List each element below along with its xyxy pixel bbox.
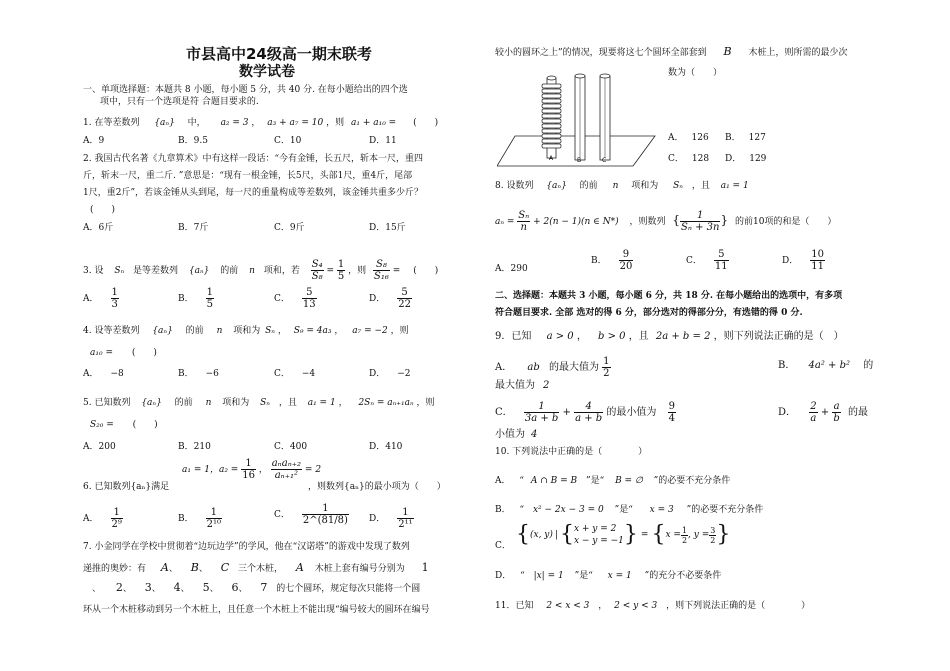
q7-right-line2: 数为（ ）: [668, 68, 723, 78]
q5-option-a: A．200: [83, 442, 116, 452]
q10-option-c: {(x, y) |{ x + y = 2 x − y = −1 } = {x = $\frac{1}{2}$ , y = $\frac{3}{2}$ }: [516, 522, 731, 547]
q9-text-a: 9．已知: [495, 331, 532, 342]
q8-text-b: 的前: [579, 181, 598, 191]
q3-option-c: C． $\frac{5}{13}$: [274, 287, 316, 310]
q8-text-d: ，且: [691, 181, 710, 191]
q5-sn: Sₙ: [260, 398, 270, 408]
q5-ask: S₂₀ =: [90, 420, 114, 430]
q7-line2: 递推的奥妙：有 A、 B、 C 三个木桩， A 木桩上套有编号分别为 1: [83, 561, 429, 574]
q3-eq2: =: [392, 266, 401, 276]
q6-option-a: A． $\frac{1}{\text{2⁹}}$: [83, 507, 122, 530]
q10-option-d: D． “ |x| = 1 ”是“ x = 1 ”的充分不必要条件: [495, 571, 722, 581]
q9-cond1: a > 0: [546, 331, 574, 342]
q8-option-c: C． $\frac{5}{11}$: [686, 249, 728, 272]
q1-paren: ( ): [413, 118, 439, 128]
q1-option-b: B．9.5: [178, 136, 208, 146]
q7-right-line1: 较小的圆环之上”的情况，现要将这七个圆环全部套到 B 木桩上，则所需的最少次: [495, 45, 848, 58]
q6-condition: a₁ = 1，a₂ = $\frac{1}{16}$ ， $\frac{\text{aₙaₙ₊₂}}{\text{aₙ₊₁²}}$ = 2: [182, 458, 322, 481]
q6-option-d: D． $\frac{1}{\text{2¹¹}}$: [369, 507, 413, 530]
q4-option-c: C． −4: [274, 369, 316, 379]
q8-formula: aₙ = $\frac{\text{Sₙ}}{n}$ + 2(n − 1)(n ∈ N*) ，则数列 { $\frac{1}{\text{Sₙ + 3n}}$ } 的前10项的和是（ ）: [495, 210, 837, 233]
hanoi-label-b: B: [577, 157, 582, 164]
q5-cond1: a₁ = 1: [307, 398, 336, 408]
q3-eq: =: [326, 266, 334, 276]
section1-instruction: 一、单项选择题：本题共 8 小题，每小题 5 分，共 40 分. 在每小题给出的四个选: [83, 85, 408, 95]
q10-option-b: B． “ x² − 2x − 3 = 0 ”是“ x = 3 ”的必要不充分条件: [495, 505, 764, 515]
q9-option-c: C． $\frac{1}{3a + b}$ + $\frac{4}{a + b}$ 的最小值为 $\frac{9}{4}$: [495, 401, 675, 424]
q5-option-b: B．210: [178, 442, 211, 452]
q3-frac-s4-s8: $\frac{\text{S₄}}{\text{S₈}}$: [311, 259, 323, 282]
q3-text-c: 的前: [220, 266, 239, 276]
q1-option-a: A．9: [83, 136, 105, 146]
hanoi-tower-figure: [497, 70, 657, 170]
section2-instruction: 二、选择题：本题共 3 小题，每小题 6 分，共 18 分. 在每小题给出的选项中，有多项: [495, 291, 843, 301]
q1-seq: {aₙ}: [154, 118, 175, 128]
q4-cond2: a₇ = −2: [352, 326, 388, 336]
q2-line2: 斤，斩末一尺，重二斤. ”意思是：“现有一根金锤，长5尺，头部1尺，重4斤，尾部: [83, 171, 413, 181]
q1-cond1: a₂ = 3: [220, 118, 249, 128]
q4-paren: ( ): [131, 348, 157, 358]
q3-paren: ( ): [413, 266, 439, 276]
q2-option-b: B．7斤: [178, 223, 209, 233]
q3-text-a: 3. 设: [83, 266, 104, 276]
q8-cond1: a₁ = 1: [720, 181, 749, 191]
q1-stem: 1. 在等差数列: [83, 118, 140, 128]
q1-option-d: D．11: [369, 136, 397, 146]
q10-stem: 10. 下列说法中正确的是（ ）: [495, 447, 648, 457]
q8-n: n: [612, 181, 619, 191]
q8-option-a: A．290: [495, 264, 528, 274]
q11-cond1: 2 < x < 3: [546, 601, 590, 611]
q9-cond2: b > 0: [598, 331, 626, 342]
q2-paren: ( ): [90, 205, 116, 215]
q9-text-b: ，且: [628, 331, 649, 342]
q1-ask: a₁ + a₁₀ =: [351, 118, 397, 128]
q9-text-c: ，则下列说法正确的是（ ）: [713, 331, 844, 342]
q5-option-d: D．410: [369, 442, 403, 452]
hanoi-label-c: C: [602, 157, 607, 164]
q9-option-a: A． ab 的最大值为 $\frac{1}{2}$: [495, 356, 610, 379]
q3-sn: Sₙ: [114, 266, 125, 276]
q3-frac-s8-s16: $\frac{\text{S₈}}{\text{S₁₆}}$: [374, 259, 389, 282]
q7-line3: 、 2、 3、 4、 5、 6、 7 的七个圆环，规定每次只能将一个圆: [92, 581, 421, 594]
q3-frac-1-5: $\frac{1}{5}$: [337, 259, 345, 282]
q3-option-a: A． $\frac{1}{3}$: [83, 287, 118, 310]
q5-text-c: 项和为: [222, 398, 250, 408]
q11-cond2: 2 < y < 3: [614, 601, 658, 611]
q4-text-c: 项和为: [233, 326, 261, 336]
q5-text-d: ，且: [278, 398, 297, 408]
q4-seq: {aₙ}: [152, 326, 173, 336]
q5-text-e: ，则: [416, 398, 435, 408]
q5-seq: {aₙ}: [141, 398, 162, 408]
q3-text-b: 是等差数列: [133, 266, 179, 276]
q9-option-b: B． 4a² + b² 的: [778, 360, 874, 371]
q2-option-d: D．15斤: [369, 223, 406, 233]
q9-option-d: D． $\frac{2}{a}$ + $\frac{a}{b}$ 的最: [778, 401, 868, 424]
q4-text-b: 的前: [185, 326, 204, 336]
q7-line1: 7. 小金同学在学校中贯彻着“边玩边学”的学风，他在“汉诺塔”的游戏中发现了数列: [83, 542, 410, 552]
q1-comma: ，: [251, 118, 261, 128]
q5-text-b: 的前: [174, 398, 193, 408]
q4-comma2: ，: [334, 326, 344, 336]
q8-seq: {aₙ}: [546, 181, 567, 191]
q10-option-a: A． “ A ∩ B = B ”是“ B = ∅ ”的必要不充分条件: [495, 476, 731, 486]
q7-option-a: A． 126: [668, 133, 709, 143]
q4-text-d: ，则: [390, 326, 409, 336]
q3-seq: {aₙ}: [188, 266, 210, 276]
q3-n: n: [249, 266, 255, 276]
q11-text-a: 11．已知: [495, 601, 534, 611]
q8-sn: Sₙ: [673, 181, 683, 191]
q9-option-d-line2: 小值为 4: [495, 429, 538, 440]
q5-text-a: 5. 已知数列: [83, 398, 131, 408]
section1-instruction-2: 项中，只有一个选项是符 合题目要求的.: [100, 97, 259, 107]
q4-ask: a₁₀ =: [90, 348, 113, 358]
q3-option-b: B． $\frac{1}{5}$: [178, 287, 213, 310]
q3-option-d: D． $\frac{5}{22}$: [369, 287, 411, 310]
q11-text-b: ，则下列说法正确的是（ ）: [666, 601, 811, 611]
q5-option-c: C．400: [274, 442, 308, 452]
q1-cond2: a₃ + a₇ = 10: [267, 118, 324, 128]
q5-comma: ，: [338, 398, 348, 408]
q7-line4: 环从一个木桩移动到另一个木桩上，且任意一个木桩上不能出现“编号较大的圆环在编号: [83, 605, 430, 615]
q10-option-c-label: C．: [495, 541, 511, 551]
q4-option-a: A． −8: [83, 369, 124, 379]
q5-paren: ( ): [132, 420, 158, 430]
q8-option-b: B． $\frac{9}{20}$: [591, 249, 633, 272]
q9-cond3: 2a + b = 2: [655, 331, 711, 342]
q6-option-b: B． $\frac{1}{\text{2¹⁰}}$: [178, 507, 222, 530]
q4-text-a: 4. 设等差数列: [83, 326, 140, 336]
q3-text-d: 项和，若: [263, 266, 300, 276]
q4-cond1: S₉ = 4a₃: [293, 326, 332, 336]
q6-option-c: C． $\frac{1}{2\^{}(81/8)}$: [274, 503, 348, 526]
q5-n: n: [205, 398, 212, 408]
q8-option-d: D． $\frac{10}{11}$: [782, 249, 824, 272]
section2-instruction-2: 符合题目要求. 全部 选对的得 6 分，部分选对的得部分分，有选错的得 0 分.: [495, 308, 803, 318]
q2-option-a: A．6斤: [83, 223, 114, 233]
q7-option-d: D． 129: [725, 154, 767, 164]
hanoi-peg-c: [600, 74, 610, 160]
q7-option-c: C． 128: [668, 154, 710, 164]
hanoi-peg-b: [575, 74, 585, 160]
q2-line3: 1尺，重2斤”，若该金锤从头到尾，每一尺的重量构成等差数列，该金锤共重多少斤？: [83, 188, 424, 198]
q8-text-a: 8. 设数列: [495, 181, 534, 191]
q1-option-c: C．10: [274, 136, 302, 146]
exam-subtitle: 数学试卷: [239, 64, 295, 80]
q6-stem-b: ，则数列{aₙ}的最小项为（ ）: [308, 482, 446, 492]
q4-option-d: D． −2: [369, 369, 411, 379]
hanoi-label-a: A: [549, 155, 554, 162]
q7-option-b: B． 127: [725, 133, 766, 143]
question-11: [495, 600, 810, 612]
q2-option-c: C．9斤: [274, 223, 305, 233]
q9-option-b-line2: 最大值为 2: [495, 380, 550, 391]
exam-title: 市县高中24级高一期末联考: [186, 45, 372, 63]
hanoi-peg-a: [542, 76, 561, 158]
q2-line1: 2. 我国古代名著《九章算术》中有这样一段话：“今有金锤，长五尺，斩本一尺，重四: [83, 154, 424, 164]
q1-stem-b: 中，: [187, 118, 206, 128]
q4-comma: ，: [277, 326, 287, 336]
q9-comma: ，: [576, 331, 587, 342]
q4-option-b: B． −6: [178, 369, 219, 379]
q8-text-c: 项和为: [631, 181, 659, 191]
q5-cond2: 2Sₙ = aₙ₊₁aₙ: [358, 398, 414, 408]
q3-text-e: ，则: [348, 266, 367, 276]
q4-n: n: [216, 326, 223, 336]
q1-stem-c: ，则: [326, 118, 345, 128]
q11-comma: ，: [598, 601, 608, 611]
q4-sn: Sₙ: [265, 326, 275, 336]
q6-stem-a: 6. 已知数列{aₙ}满足: [83, 482, 170, 492]
